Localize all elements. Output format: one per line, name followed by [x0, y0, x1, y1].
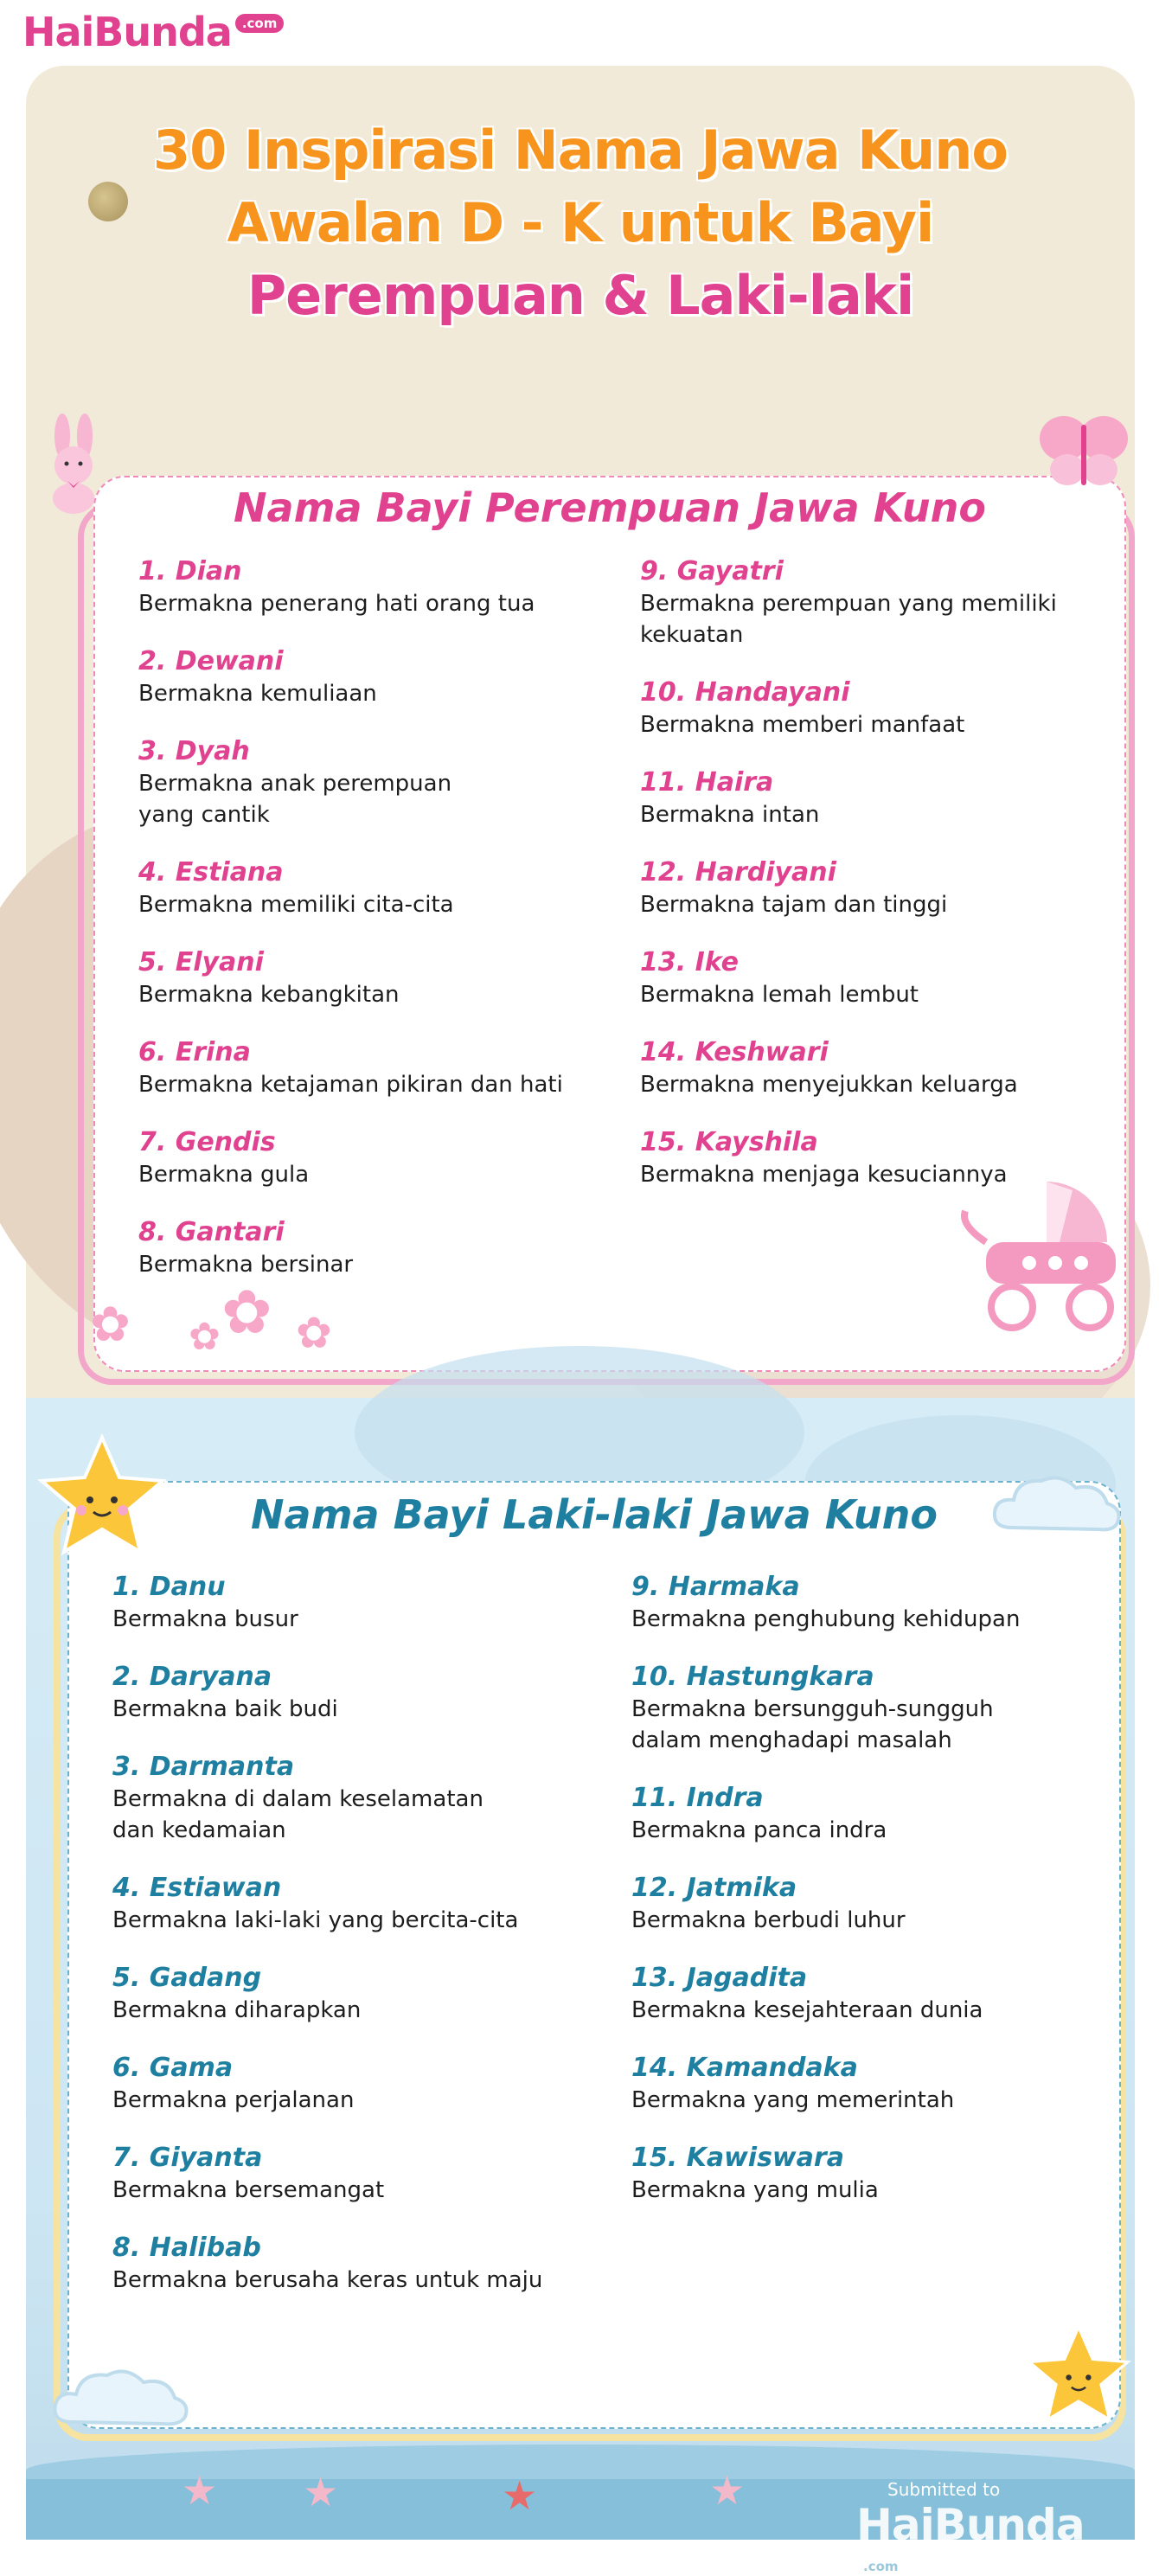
footer-logo-text: HaiBunda: [856, 2500, 1085, 2550]
baby-name: 4. Estiawan: [112, 1873, 282, 1903]
name-list-item: [138, 735, 640, 830]
page-title: [26, 114, 1135, 332]
name-meaning: Bermakna perempuan yang memiliki kekuatan: [640, 591, 1057, 648]
name-meaning: Bermakna panca indra: [631, 1817, 887, 1843]
starfish-icon: ★: [182, 2467, 218, 2514]
flower-icon: ✿: [221, 1277, 272, 1348]
name-list-item: [631, 1872, 1133, 1936]
name-meaning: Bermakna intan: [640, 802, 820, 828]
name-meaning: Bermakna kebangkitan: [138, 982, 400, 1008]
baby-name: 7. Gendis: [138, 1127, 276, 1157]
girl-names-right-column: [640, 555, 1142, 1216]
baby-name: 2. Daryana: [112, 1662, 272, 1692]
name-meaning: Bermakna yang memerintah: [631, 2087, 955, 2113]
baby-name: 9. Harmaka: [631, 1572, 800, 1602]
name-meaning: Bermakna menjaga kesuciannya: [640, 1162, 1008, 1188]
boy-names-left-column: [112, 1571, 614, 2322]
baby-name: 13. Jagadita: [631, 1963, 808, 1993]
name-list-item: [640, 676, 1142, 740]
title-line-1: 30 Inspirasi Nama Jawa Kuno: [153, 119, 1008, 182]
baby-name: 7. Giyanta: [112, 2143, 263, 2173]
name-list-item: [112, 1571, 614, 1635]
baby-name: 15. Kawiswara: [631, 2143, 844, 2173]
name-list-item: [112, 2052, 614, 2116]
boy-names-card: [67, 1481, 1121, 2429]
name-list-item: [631, 1962, 1133, 2026]
name-list-item: [138, 1126, 640, 1190]
name-list-item: [112, 1962, 614, 2026]
starfish-icon: ★: [303, 2469, 339, 2515]
baby-name: 6. Gama: [112, 2053, 234, 2083]
boys-section: [26, 1398, 1135, 2574]
baby-name: 12. Hardiyani: [640, 857, 836, 888]
baby-name: 3. Dyah: [138, 736, 250, 766]
name-list-item: [640, 766, 1142, 830]
name-meaning: Bermakna perjalanan: [112, 2087, 355, 2113]
submitted-label: Submitted to: [887, 2479, 1001, 2500]
name-meaning: Bermakna penerang hati orang tua: [138, 591, 535, 617]
logo-suffix: .com: [235, 14, 285, 33]
name-list-item: [640, 946, 1142, 1010]
name-list-item: [138, 1216, 640, 1280]
star-icon: [33, 1432, 171, 1562]
bunny-icon: [35, 412, 112, 516]
baby-name: 3. Darmanta: [112, 1752, 295, 1782]
name-meaning: Bermakna di dalam keselamatan dan kedamaian: [112, 1786, 483, 1843]
name-list-item: [138, 555, 640, 619]
star-icon: [1022, 2322, 1135, 2429]
baby-name: 5. Gadang: [112, 1963, 262, 1993]
name-meaning: Bermakna gula: [138, 1162, 310, 1188]
baby-name: 12. Jatmika: [631, 1873, 797, 1903]
footer-logo-suffix: .com: [856, 2557, 906, 2576]
baby-name: 14. Kamandaka: [631, 2053, 858, 2083]
name-meaning: Bermakna bersinar: [138, 1252, 354, 1278]
baby-name: 2. Dewani: [138, 646, 284, 676]
girl-section-heading: Nama Bayi Perempuan Jawa Kuno: [234, 484, 986, 531]
name-list-item: [640, 856, 1142, 920]
girl-names-left-column: [138, 555, 640, 1306]
name-meaning: Bermakna penghubung kehidupan: [631, 1606, 1021, 1632]
name-meaning: Bermakna memiliki cita-cita: [138, 892, 454, 918]
name-list-item: [138, 856, 640, 920]
baby-name: 5. Elyani: [138, 947, 264, 977]
baby-name: 4. Estiana: [138, 857, 284, 888]
name-meaning: Bermakna kesejahteraan dunia: [631, 1997, 983, 2023]
submitted-to-logo: [856, 2479, 1116, 2576]
title-line-3: Perempuan & Laki-laki: [247, 264, 914, 327]
butterfly-icon: [1036, 407, 1131, 494]
baby-name: 13. Ike: [640, 947, 739, 977]
name-list-item: [138, 645, 640, 709]
baby-name: 10. Hastungkara: [631, 1662, 874, 1692]
name-list-item: [631, 1782, 1133, 1846]
cloud-icon: [986, 1467, 1124, 1545]
baby-name: 6. Erina: [138, 1037, 251, 1067]
name-list-item: [112, 1872, 614, 1936]
name-meaning: Bermakna baik budi: [112, 1696, 338, 1722]
name-list-item: [631, 2052, 1133, 2116]
name-meaning: Bermakna ketajaman pikiran dan hati: [138, 1072, 563, 1098]
name-meaning: Bermakna menyejukkan keluarga: [640, 1072, 1018, 1098]
name-meaning: Bermakna lemah lembut: [640, 982, 919, 1008]
boy-section-heading: Nama Bayi Laki-laki Jawa Kuno: [251, 1491, 938, 1538]
baby-stroller-icon: [951, 1173, 1124, 1337]
baby-name: 15. Kayshila: [640, 1127, 818, 1157]
baby-name: 1. Dian: [138, 556, 242, 586]
name-meaning: Bermakna kemuliaan: [138, 681, 377, 707]
baby-name: 14. Keshwari: [640, 1037, 829, 1067]
boy-names-right-column: [631, 1571, 1133, 2232]
baby-name: 10. Handayani: [640, 677, 850, 708]
baby-name: 11. Haira: [640, 767, 774, 798]
name-meaning: Bermakna tajam dan tinggi: [640, 892, 948, 918]
name-list-item: [138, 946, 640, 1010]
name-meaning: Bermakna berbudi luhur: [631, 1907, 906, 1933]
baby-name: 8. Gantari: [138, 1217, 285, 1247]
starfish-icon: ★: [709, 2467, 746, 2514]
baby-name: 1. Danu: [112, 1572, 226, 1602]
name-list-item: [631, 2142, 1133, 2206]
name-meaning: Bermakna diharapkan: [112, 1997, 362, 2023]
name-meaning: Bermakna bersemangat: [112, 2177, 385, 2203]
girls-section: [26, 66, 1135, 1398]
title-line-2: Awalan D - K untuk Bayi: [227, 191, 934, 254]
name-list-item: [112, 2232, 614, 2296]
logo-text: HaiBunda: [22, 9, 232, 55]
name-list-item: [631, 1571, 1133, 1635]
cloud-icon: [47, 2360, 194, 2438]
name-list-item: [112, 1751, 614, 1846]
flower-icon: ✿: [296, 1308, 332, 1358]
haibunda-logo: [22, 9, 284, 61]
baby-name: 8. Halibab: [112, 2233, 261, 2263]
name-list-item: [112, 2142, 614, 2206]
name-meaning: Bermakna anak perempuan yang cantik: [138, 771, 452, 828]
name-meaning: Bermakna berusaha keras untuk maju: [112, 2267, 543, 2293]
name-list-item: [640, 555, 1142, 650]
name-meaning: Bermakna memberi manfaat: [640, 712, 965, 738]
name-meaning: Bermakna yang mulia: [631, 2177, 879, 2203]
name-meaning: Bermakna laki-laki yang bercita-cita: [112, 1907, 519, 1933]
baby-name: 9. Gayatri: [640, 556, 784, 586]
flower-icon: ✿: [189, 1315, 221, 1359]
name-list-item: [112, 1661, 614, 1725]
name-list-item: [631, 1661, 1133, 1756]
name-list-item: [640, 1036, 1142, 1100]
baby-name: 11. Indra: [631, 1783, 764, 1813]
starfish-icon: ★: [502, 2472, 538, 2519]
name-list-item: [138, 1036, 640, 1100]
name-meaning: Bermakna busur: [112, 1606, 298, 1632]
name-meaning: Bermakna bersungguh-sungguh dalam menghadapi masalah: [631, 1696, 994, 1753]
flower-icon: ✿: [90, 1297, 131, 1353]
